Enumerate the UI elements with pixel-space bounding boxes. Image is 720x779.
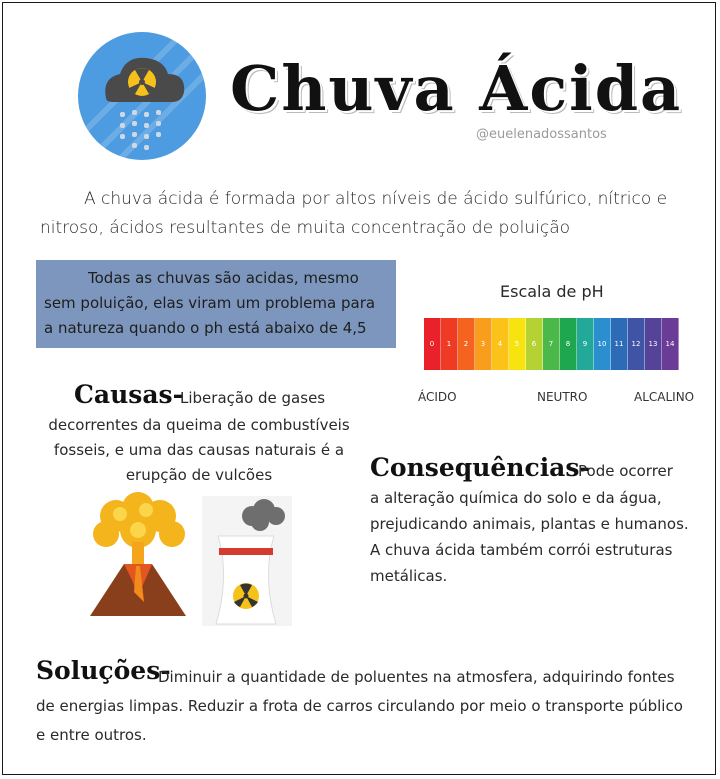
consequencias-first-line: Pode ocorrer (578, 462, 673, 480)
causas-first-line: Liberação de gases (180, 389, 326, 407)
ph-cell: 5 (509, 318, 526, 370)
ph-cell: 2 (458, 318, 475, 370)
ph-cell: 8 (560, 318, 577, 370)
ph-cell: 3 (475, 318, 492, 370)
ph-scale-bar (424, 318, 679, 370)
volcano-icon (86, 492, 190, 620)
author-handle: @euelenadossantos (476, 127, 607, 142)
ph-cell: 9 (577, 318, 594, 370)
ph-cell: 14 (662, 318, 679, 370)
ph-cell: 10 (594, 318, 611, 370)
ph-cell: 1 (441, 318, 458, 370)
page-title: Chuva Ácida (230, 52, 683, 125)
solucoes-heading: Soluções- (36, 656, 171, 685)
intro-paragraph: A chuva ácida é formada por altos níveis de ácido sulfúrico, nítrico e nitroso, ácidos resultantes de muita concentração de poluição (40, 189, 668, 238)
ph-cell: 4 (492, 318, 509, 370)
ph-acid-label: ÁCIDO (418, 390, 457, 404)
ph-cell: 0 (424, 318, 441, 370)
causas-heading: Causas- (74, 380, 183, 409)
ph-neutral-label: NEUTRO (537, 390, 588, 404)
consequencias-text: a alteração química do solo e da água, prejudicando animais, plantas e humanos. A chuva ácida também corrói estruturas metálicas. (370, 489, 689, 585)
note-box (36, 260, 396, 348)
ph-cell: 7 (543, 318, 560, 370)
nuclear-plant-icon (202, 496, 292, 626)
ph-cell: 6 (526, 318, 543, 370)
note-text: Todas as chuvas são acidas, mesmo sem poluição, elas viram um problema para a natureza quando o ph está abaixo de 4,5 (44, 269, 376, 337)
ph-cell: 11 (611, 318, 628, 370)
ph-cell: 13 (645, 318, 662, 370)
ph-alkaline-label: ALCALINO (634, 390, 695, 404)
ph-scale-title: Escala de pH (500, 282, 604, 301)
solucoes-text: Diminuir a quantidade de poluentes na atmosfera, adquirindo fontes de energias limpas. Reduzir a frota de carros circulando por meio o transporte público e entre outros. (36, 668, 683, 744)
consequencias-heading: Consequências- (370, 453, 590, 482)
acid-rain-icon (76, 30, 208, 162)
causas-text: decorrentes da queima de combustíveis fosseis, e uma das causas naturais é a erupção de vulcões (48, 416, 350, 484)
ph-cell: 12 (628, 318, 645, 370)
